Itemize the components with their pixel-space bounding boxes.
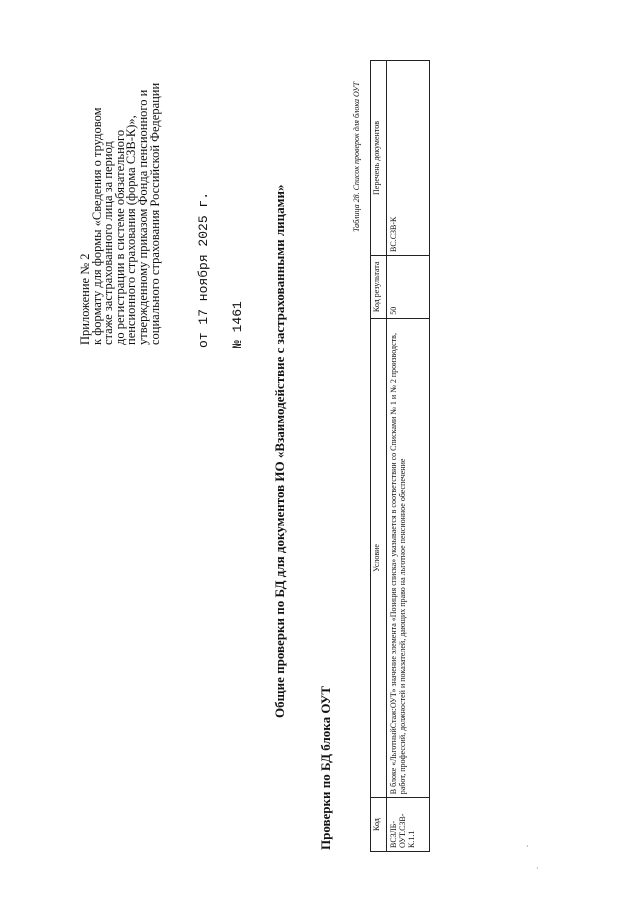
order-number: № 1461 bbox=[230, 301, 245, 348]
checks-table-wrapper bbox=[370, 60, 430, 852]
appendix-block bbox=[80, 35, 161, 345]
checks-table bbox=[370, 60, 430, 852]
table-row bbox=[387, 61, 430, 852]
appendix-line: к формату для формы «Сведения о трудовом bbox=[89, 107, 104, 345]
cell-result-code: 50 bbox=[387, 255, 430, 318]
section-heading: Проверки по БД блока ОУТ bbox=[318, 686, 333, 850]
table-header-row bbox=[371, 61, 387, 852]
appendix-line: социального страхования Российской Федерации bbox=[147, 82, 162, 345]
header-result-code: Код результата bbox=[371, 255, 387, 318]
document-title: Общие проверки по БД для документов ИО «Взаимодействие с застрахованными лицами» bbox=[272, 184, 287, 718]
header-code: Код bbox=[371, 798, 387, 852]
cell-documents: ВС.СЗВ-К bbox=[387, 61, 430, 256]
order-date: от 17 ноября 2025 г. bbox=[196, 191, 211, 348]
scan-speck: · bbox=[536, 864, 539, 873]
table-caption: Таблица 28. Список проверок для блока ОУТ bbox=[352, 81, 361, 232]
appendix-line: пенсионного страхования (форма СЗВ-К)», bbox=[124, 115, 139, 345]
header-condition: Условие bbox=[371, 318, 387, 798]
appendix-line: утвержденному приказом Фонда пенсионного и bbox=[135, 89, 150, 345]
cell-condition: В блоке «ЛьготныйСтаж:ОУТ» значение элемента «Позиция списка» указывается в соответствии со Списками № 1 и № 2 производств, работ, профессий, должностей и показателей, дающих право на льготное пенсионное обеспечение bbox=[387, 318, 430, 798]
header-documents: Перечень документов bbox=[371, 61, 387, 256]
cell-code: ВСЗЛБ-ОУТ.СЗВ-К.1.1 bbox=[387, 798, 430, 852]
appendix-line: Приложение № 2 bbox=[78, 253, 92, 345]
scan-speck: · bbox=[526, 842, 529, 851]
appendix-line: стаже застрахованного лица за период bbox=[101, 141, 116, 345]
appendix-line: до регистрации в системе обязательного bbox=[112, 129, 127, 345]
